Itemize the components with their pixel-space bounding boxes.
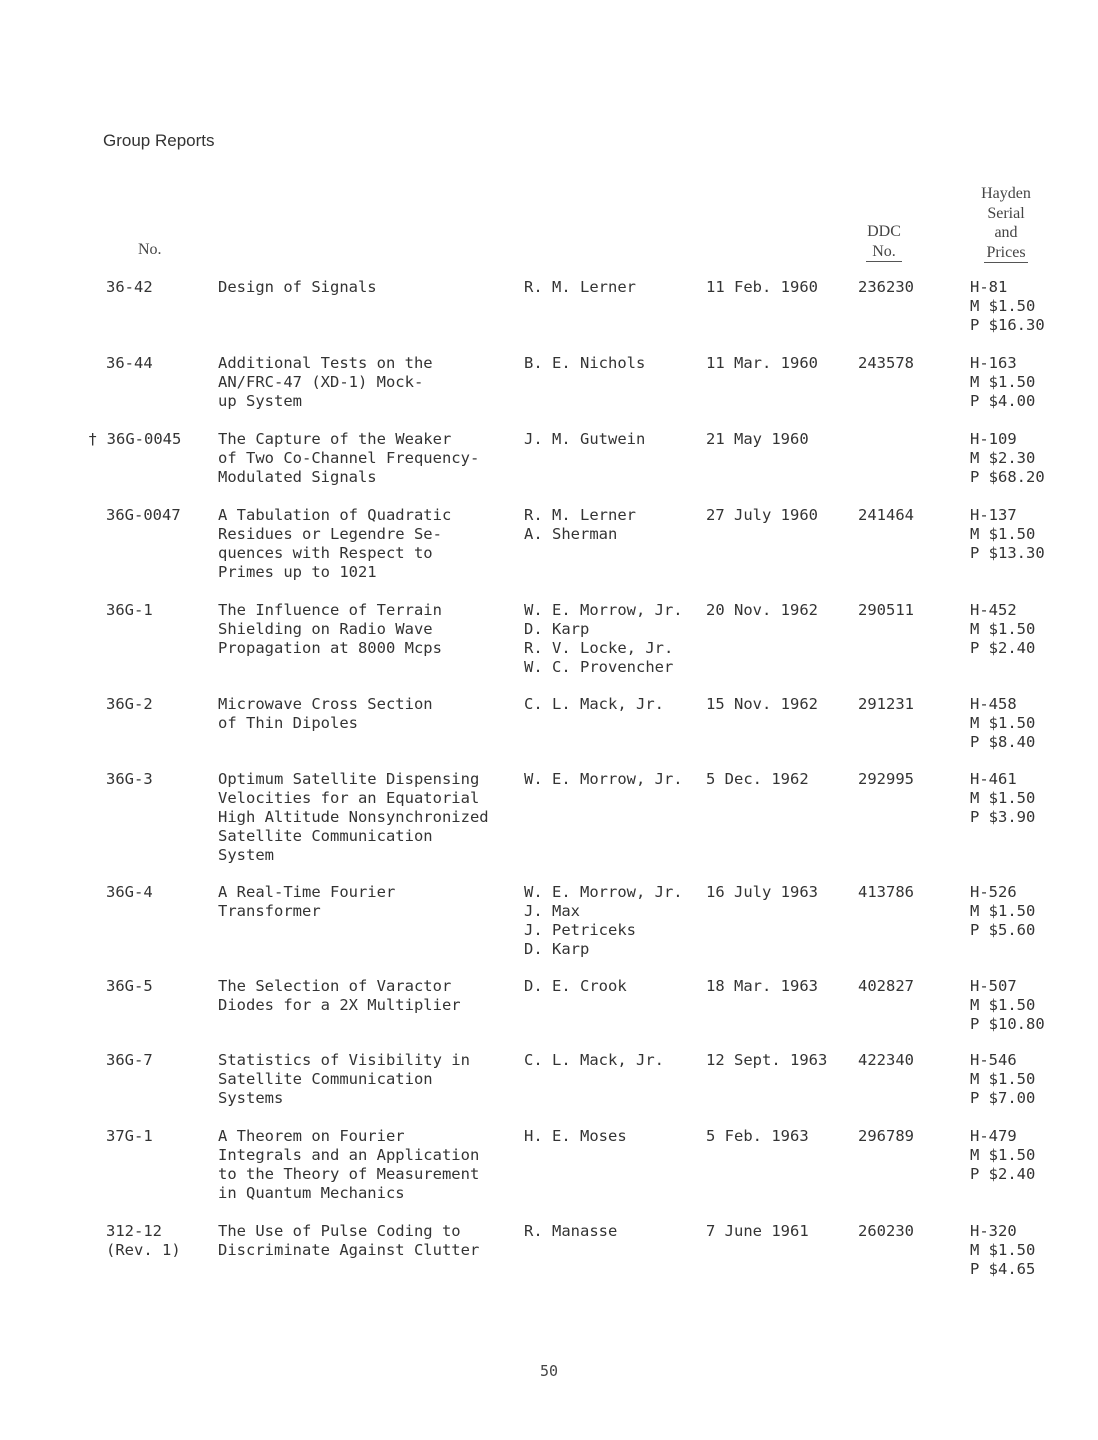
ddc-number: 243578 <box>858 354 914 372</box>
report-number-line: 36G-7 <box>106 1051 153 1069</box>
ddc-number: 296789 <box>858 1127 914 1145</box>
report-number-line: 36G-1 <box>106 601 153 619</box>
ddc-number: 260230 <box>858 1222 914 1240</box>
hayden-serial-prices <box>970 695 1035 752</box>
hayden-serial-prices <box>970 278 1045 335</box>
hayden-serial-prices-line: H-479 <box>970 1127 1017 1145</box>
column-header-hayden-line: and <box>994 224 1018 241</box>
report-date: 18 Mar. 1963 <box>706 977 818 995</box>
hayden-serial-prices-line: M $1.50 <box>970 1070 1036 1088</box>
report-number-line: † 36G-0045 <box>88 430 182 448</box>
report-title-line: Residues or Legendre Se- <box>218 525 442 543</box>
report-authors <box>524 354 645 373</box>
report-authors-line: J. M. Gutwein <box>524 430 646 448</box>
ddc-number: 422340 <box>858 1051 914 1069</box>
report-title-line: The Influence of Terrain <box>218 601 442 619</box>
report-number-line: 36G-3 <box>106 770 153 788</box>
hayden-serial-prices <box>970 770 1035 827</box>
report-date: 5 Feb. 1963 <box>706 1127 809 1145</box>
report-title <box>218 278 377 297</box>
ddc-number: 290511 <box>858 601 914 619</box>
report-number <box>106 1222 181 1260</box>
report-authors <box>524 601 683 677</box>
report-title <box>218 506 451 582</box>
report-title-line: of Thin Dipoles <box>218 714 358 732</box>
report-title <box>218 1051 470 1108</box>
report-number <box>106 977 153 996</box>
report-number-line: 36G-2 <box>106 695 153 713</box>
report-authors-line: H. E. Moses <box>524 1127 627 1145</box>
report-authors-line: J. Petriceks <box>524 921 636 939</box>
hayden-serial-prices-line: H-163 <box>970 354 1017 372</box>
hayden-serial-prices-line: M $1.50 <box>970 789 1036 807</box>
report-number-line: 36G-5 <box>106 977 153 995</box>
report-number <box>106 601 153 620</box>
report-title-line: Transformer <box>218 902 321 920</box>
hayden-serial-prices-line: M $1.50 <box>970 525 1036 543</box>
hayden-serial-prices-line: P $68.20 <box>970 468 1045 486</box>
report-authors-line: R. M. Lerner <box>524 278 636 296</box>
hayden-serial-prices-line: P $16.30 <box>970 316 1045 334</box>
hayden-serial-prices-line: P $5.60 <box>970 921 1036 939</box>
hayden-serial-prices-line: H-320 <box>970 1222 1017 1240</box>
hayden-serial-prices-line: P $3.90 <box>970 808 1036 826</box>
section-heading: Group Reports <box>103 131 215 150</box>
report-date: 11 Mar. 1960 <box>706 354 818 372</box>
ddc-number: 402827 <box>858 977 914 995</box>
hayden-serial-prices <box>970 1222 1035 1279</box>
report-number <box>106 770 153 789</box>
report-title-line: in Quantum Mechanics <box>218 1184 405 1202</box>
report-title-line: Optimum Satellite Dispensing <box>218 770 480 788</box>
hayden-serial-prices <box>970 601 1035 658</box>
column-header-hayden-line: Serial <box>987 204 1025 222</box>
report-title-line: quences with Respect to <box>218 544 433 562</box>
report-title-line: Microwave Cross Section <box>218 695 433 713</box>
report-title-line: Systems <box>218 1089 284 1107</box>
report-number-line: 36-42 <box>106 278 153 296</box>
report-title <box>218 770 489 865</box>
report-title-line: The Selection of Varactor <box>218 977 452 995</box>
report-title <box>218 977 461 1015</box>
report-authors-line: C. L. Mack, Jr. <box>524 695 664 713</box>
report-authors-line: R. V. Locke, Jr. <box>524 639 674 657</box>
report-title-line: Satellite Communication <box>218 827 433 845</box>
report-title-line: Integrals and an Application <box>218 1146 480 1164</box>
report-authors-line: W. E. Morrow, Jr. <box>524 883 683 901</box>
report-authors-line: J. Max <box>524 902 580 920</box>
column-header-hayden-line: Prices <box>984 243 1027 264</box>
report-date: 21 May 1960 <box>706 430 809 448</box>
column-header-hayden-line: Hayden <box>981 185 1031 202</box>
hayden-serial-prices <box>970 1051 1035 1108</box>
report-title <box>218 883 395 921</box>
report-number <box>106 1127 153 1146</box>
report-authors <box>524 1127 627 1146</box>
hayden-serial-prices-line: H-461 <box>970 770 1017 788</box>
hayden-serial-prices-line: P $10.80 <box>970 1015 1045 1033</box>
report-date: 15 Nov. 1962 <box>706 695 818 713</box>
hayden-serial-prices-line: P $4.00 <box>970 392 1036 410</box>
report-title-line: to the Theory of Measurement <box>218 1165 480 1183</box>
hayden-serial-prices-line: M $1.50 <box>970 902 1036 920</box>
report-date: 11 Feb. 1960 <box>706 278 818 296</box>
hayden-serial-prices-line: P $7.00 <box>970 1089 1036 1107</box>
report-title-line: Satellite Communication <box>218 1070 433 1088</box>
hayden-serial-prices <box>970 354 1035 411</box>
report-title <box>218 354 433 411</box>
hayden-serial-prices <box>970 430 1045 487</box>
report-title-line: A Real-Time Fourier <box>218 883 396 901</box>
hayden-serial-prices-line: H-458 <box>970 695 1017 713</box>
hayden-serial-prices-line: P $8.40 <box>970 733 1036 751</box>
hayden-serial-prices-line: H-546 <box>970 1051 1017 1069</box>
report-title-line: Statistics of Visibility in <box>218 1051 470 1069</box>
report-title-line: Velocities for an Equatorial <box>218 789 480 807</box>
report-authors <box>524 430 645 449</box>
report-title-line: of Two Co-Channel Frequency- <box>218 449 480 467</box>
report-number <box>106 695 153 714</box>
report-authors-line: W. E. Morrow, Jr. <box>524 770 683 788</box>
hayden-serial-prices-line: H-137 <box>970 506 1017 524</box>
hayden-serial-prices-line: M $1.50 <box>970 1146 1036 1164</box>
report-authors-line: B. E. Nichols <box>524 354 646 372</box>
report-title <box>218 1127 479 1203</box>
report-number-line: 36G-4 <box>106 883 153 901</box>
hayden-serial-prices <box>970 977 1045 1034</box>
ddc-number: 292995 <box>858 770 914 788</box>
ddc-number: 236230 <box>858 278 914 296</box>
report-authors-line: W. E. Morrow, Jr. <box>524 601 683 619</box>
report-authors <box>524 977 627 996</box>
report-authors <box>524 506 636 544</box>
report-number <box>106 1051 153 1070</box>
ddc-number: 291231 <box>858 695 914 713</box>
column-header-hayden <box>970 184 1042 263</box>
report-number <box>88 430 181 449</box>
report-title-line: The Use of Pulse Coding to <box>218 1222 461 1240</box>
report-title-line: System <box>218 846 274 864</box>
report-title-line: A Tabulation of Quadratic <box>218 506 452 524</box>
report-number <box>106 506 181 525</box>
report-number-line: 36-44 <box>106 354 153 372</box>
hayden-serial-prices-line: P $13.30 <box>970 544 1045 562</box>
report-date: 5 Dec. 1962 <box>706 770 809 788</box>
column-header-ddc-line: DDC <box>867 223 901 240</box>
report-authors-line: D. Karp <box>524 940 590 958</box>
report-authors <box>524 883 683 959</box>
report-authors-line: A. Sherman <box>524 525 618 543</box>
report-date: 12 Sept. 1963 <box>706 1051 828 1069</box>
hayden-serial-prices-line: H-452 <box>970 601 1017 619</box>
report-title <box>218 695 433 733</box>
hayden-serial-prices-line: M $1.50 <box>970 996 1036 1014</box>
hayden-serial-prices-line: M $1.50 <box>970 714 1036 732</box>
report-authors <box>524 695 664 714</box>
report-number-line: 37G-1 <box>106 1127 153 1145</box>
report-title-line: High Altitude Nonsynchronized <box>218 808 489 826</box>
report-number <box>106 354 153 373</box>
ddc-number: 413786 <box>858 883 914 901</box>
report-title <box>218 601 442 658</box>
report-date: 16 July 1963 <box>706 883 818 901</box>
report-title-line: Discriminate Against Clutter <box>218 1241 480 1259</box>
report-authors <box>524 770 683 789</box>
hayden-serial-prices-line: P $4.65 <box>970 1260 1036 1278</box>
report-number-line: 36G-0047 <box>106 506 181 524</box>
report-number <box>106 883 153 902</box>
hayden-serial-prices-line: P $2.40 <box>970 639 1036 657</box>
report-title-line: Modulated Signals <box>218 468 377 486</box>
ddc-number: 241464 <box>858 506 914 524</box>
column-header-ddc <box>858 222 910 262</box>
report-authors <box>524 1222 617 1241</box>
report-title-line: Diodes for a 2X Multiplier <box>218 996 461 1014</box>
report-authors <box>524 1051 664 1070</box>
hayden-serial-prices <box>970 883 1035 940</box>
report-title-line: A Theorem on Fourier <box>218 1127 405 1145</box>
report-title-line: Additional Tests on the <box>218 354 433 372</box>
report-title-line: Propagation at 8000 Mcps <box>218 639 442 657</box>
report-date: 20 Nov. 1962 <box>706 601 818 619</box>
report-authors <box>524 278 636 297</box>
report-number-line: 312-12 <box>106 1222 162 1240</box>
report-title <box>218 430 479 487</box>
page-number: 50 <box>539 1362 559 1380</box>
report-authors-line: R. M. Lerner <box>524 506 636 524</box>
hayden-serial-prices-line: M $1.50 <box>970 620 1036 638</box>
hayden-serial-prices-line: H-109 <box>970 430 1017 448</box>
report-title-line: Primes up to 1021 <box>218 563 377 581</box>
report-date: 7 June 1961 <box>706 1222 809 1240</box>
hayden-serial-prices-line: H-526 <box>970 883 1017 901</box>
report-authors-line: R. Manasse <box>524 1222 618 1240</box>
hayden-serial-prices-line: M $1.50 <box>970 373 1036 391</box>
report-authors-line: D. E. Crook <box>524 977 627 995</box>
column-header-no: No. <box>138 241 162 258</box>
report-title-line: Shielding on Radio Wave <box>218 620 433 638</box>
report-number <box>106 278 153 297</box>
hayden-serial-prices-line: P $2.40 <box>970 1165 1036 1183</box>
report-authors-line: W. C. Provencher <box>524 658 674 676</box>
hayden-serial-prices-line: M $1.50 <box>970 297 1036 315</box>
report-title <box>218 1222 479 1260</box>
report-date: 27 July 1960 <box>706 506 818 524</box>
report-title-line: up System <box>218 392 302 410</box>
column-header-ddc-line: No. <box>866 242 902 263</box>
report-title-line: Design of Signals <box>218 278 377 296</box>
hayden-serial-prices-line: H-507 <box>970 977 1017 995</box>
report-title-line: The Capture of the Weaker <box>218 430 452 448</box>
report-authors-line: D. Karp <box>524 620 590 638</box>
hayden-serial-prices <box>970 506 1045 563</box>
hayden-serial-prices-line: H-81 <box>970 278 1008 296</box>
report-number-line: (Rev. 1) <box>106 1241 181 1259</box>
hayden-serial-prices <box>970 1127 1035 1184</box>
report-title-line: AN/FRC-47 (XD-1) Mock- <box>218 373 424 391</box>
report-authors-line: C. L. Mack, Jr. <box>524 1051 664 1069</box>
hayden-serial-prices-line: M $1.50 <box>970 1241 1036 1259</box>
hayden-serial-prices-line: M $2.30 <box>970 449 1036 467</box>
